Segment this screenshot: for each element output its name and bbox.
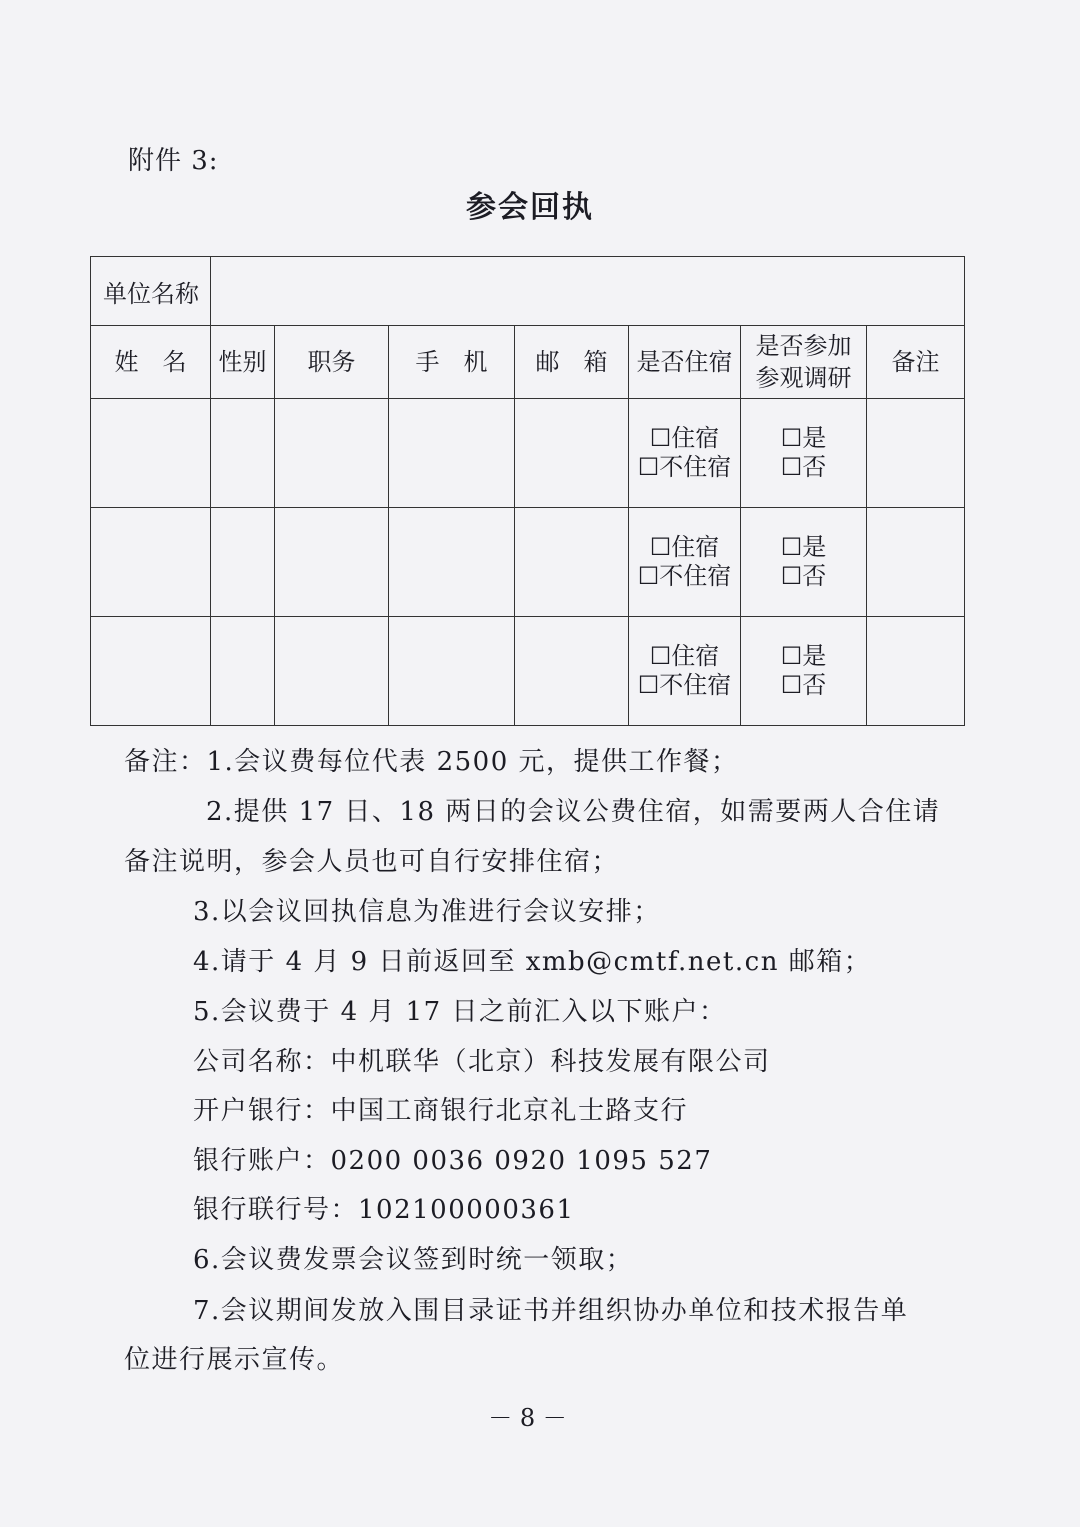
note-line: 银行联行号：102100000361: [193, 1195, 575, 1225]
note-line: 公司名称：中机联华（北京）科技发展有限公司: [193, 1047, 771, 1077]
remark-cell[interactable]: [867, 508, 965, 617]
email-cell[interactable]: [515, 508, 629, 617]
page-number: － 8 －: [488, 1404, 567, 1432]
note-line: 银行账户：0200 0036 0920 1095 527: [193, 1146, 713, 1176]
position-cell[interactable]: [275, 508, 389, 617]
note-line: 开户银行：中国工商银行北京礼士路支行: [193, 1096, 689, 1126]
mobile-cell[interactable]: [389, 508, 515, 617]
header-stay: 是否住宿: [629, 326, 741, 399]
name-cell[interactable]: [91, 617, 211, 726]
header-remark: 备注: [867, 326, 965, 399]
email-cell[interactable]: [515, 399, 629, 508]
attachment-label: 附件 3:: [128, 146, 219, 176]
unit-name-field[interactable]: [211, 257, 965, 326]
stay-no-checkbox[interactable]: ☐不住宿: [637, 671, 732, 699]
stay-options: [629, 399, 741, 508]
stay-no-checkbox[interactable]: ☐不住宿: [637, 453, 732, 481]
position-cell[interactable]: [275, 617, 389, 726]
note-line: 备注说明，参会人员也可自行安排住宿；: [124, 847, 620, 877]
table-row: [91, 399, 965, 508]
note-line: 5.会议费于 4 月 17 日之前汇入以下账户：: [193, 997, 727, 1027]
position-cell[interactable]: [275, 399, 389, 508]
gender-cell[interactable]: [211, 617, 275, 726]
name-cell[interactable]: [91, 508, 211, 617]
note-line: 4.请于 4 月 9 日前返回至 xmb@cmtf.net.cn 邮箱；: [193, 947, 872, 977]
registration-form-table: [90, 256, 965, 726]
email-cell[interactable]: [515, 617, 629, 726]
stay-no-checkbox[interactable]: ☐不住宿: [637, 562, 732, 590]
table-row: [91, 508, 965, 617]
stay-yes-checkbox[interactable]: ☐住宿: [649, 424, 720, 452]
visit-options: [741, 399, 867, 508]
note-line: 2.提供 17 日、18 两日的会议公费住宿，如需要两人合住请: [206, 797, 941, 827]
stay-options: [629, 617, 741, 726]
header-row: [91, 326, 965, 399]
visit-no-checkbox[interactable]: ☐否: [780, 562, 827, 590]
header-gender: 性别: [211, 326, 275, 399]
stay-options: [629, 508, 741, 617]
gender-cell[interactable]: [211, 508, 275, 617]
note-line: 6.会议费发票会议签到时统一领取；: [193, 1245, 634, 1275]
name-cell[interactable]: [91, 399, 211, 508]
mobile-cell[interactable]: [389, 617, 515, 726]
stay-yes-checkbox[interactable]: ☐住宿: [649, 533, 720, 561]
visit-yes-checkbox[interactable]: ☐是: [780, 424, 827, 452]
mobile-cell[interactable]: [389, 399, 515, 508]
visit-yes-checkbox[interactable]: ☐是: [780, 642, 827, 670]
visit-no-checkbox[interactable]: ☐否: [780, 453, 827, 481]
note-line: 3.以会议回执信息为准进行会议安排；: [193, 897, 661, 927]
unit-name-row: [91, 257, 965, 326]
remark-cell[interactable]: [867, 399, 965, 508]
header-name: 姓 名: [91, 326, 211, 399]
remark-cell[interactable]: [867, 617, 965, 726]
header-visit: 是否参加 参观调研: [741, 326, 867, 399]
header-email: 邮 箱: [515, 326, 629, 399]
page-title: 参会回执: [466, 190, 594, 225]
header-mobile: 手 机: [389, 326, 515, 399]
note-line: 7.会议期间发放入围目录证书并组织协办单位和技术报告单: [193, 1296, 909, 1326]
table-row: [91, 617, 965, 726]
visit-no-checkbox[interactable]: ☐否: [780, 671, 827, 699]
note-line: 位进行展示宣传。: [124, 1345, 345, 1375]
unit-name-label: 单位名称: [91, 257, 211, 326]
visit-yes-checkbox[interactable]: ☐是: [780, 533, 827, 561]
note-line: 备注：1.会议费每位代表 2500 元，提供工作餐；: [124, 747, 739, 777]
visit-options: [741, 617, 867, 726]
header-position: 职务: [275, 326, 389, 399]
gender-cell[interactable]: [211, 399, 275, 508]
stay-yes-checkbox[interactable]: ☐住宿: [649, 642, 720, 670]
visit-options: [741, 508, 867, 617]
